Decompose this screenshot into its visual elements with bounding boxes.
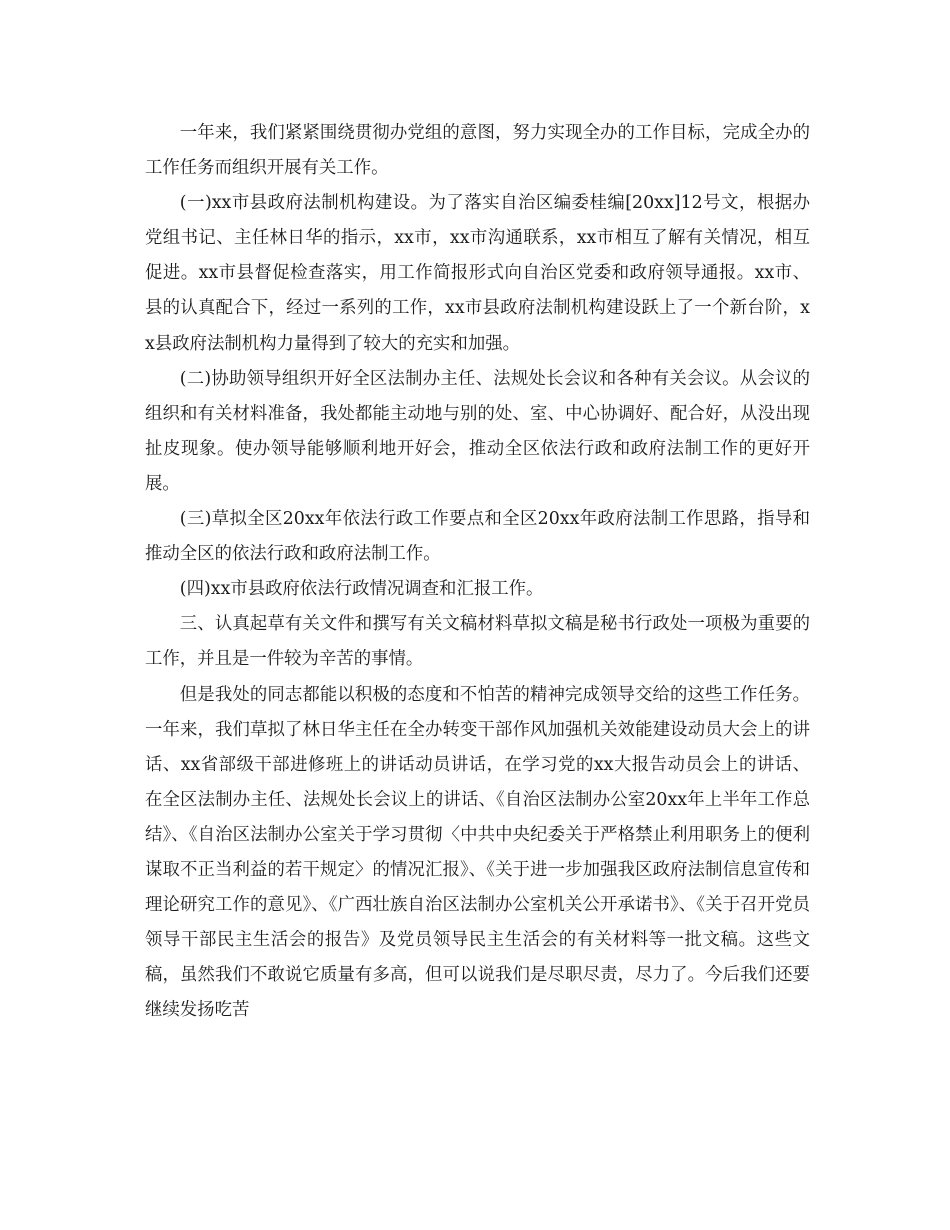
paragraph-section-3: 三、认真起草有关文件和撰写有关文稿材料草拟文稿是秘书行政处一项极为重要的工作，并且是一件较为辛苦的事情。	[145, 614, 810, 670]
paragraph-item-3: (三)草拟全区20xx年依法行政工作要点和全区20xx年政府法制工作思路，指导和推动全区的依法行政和政府法制工作。	[145, 509, 810, 565]
paragraph-item-4: (四)xx市县政府依法行政情况调查和汇报工作。	[179, 579, 544, 600]
paragraph-section-3-detail: 但是我处的同志都能以积极的态度和不怕苦的精神完成领导交给的这些工作任务。一年来，我们草拟了林日华主任在全办转变干部作风加强机关效能建设动员大会上的讲话、xx省部级干部进修班上的讲话动员讲话，在学习党的xx大报告动员会上的讲话、在全区法制办主任、法规处长会议上的讲话、《自治区法制办公室20xx年上半年工作总结》、《自治区法制办公室关于学习贯彻〈中共中央纪委关于严格禁止利用职务上的便利谋取不正当利益的若干规定〉的情况汇报》、《关于进一步加强我区政府法制信息宣传和理论研究工作的意见》、《广西壮族自治区法制办公室机关公开承诺书》、《关于召开党员领导干部民主生活会的报告》及党员领导民主生活会的有关材料等一批文稿。这些文稿，虽然我们不敢说它质量有多高，但可以说我们是尽职尽责，尽力了。今后我们还要继续发扬吃苦	[145, 684, 810, 1021]
paragraph-intro: 一年来，我们紧紧围绕贯彻办党组的意图，努力实现全办的工作目标，完成全办的工作任务而组织开展有关工作。	[145, 123, 810, 179]
paragraph-item-2: (二)协助领导组织开好全区法制办主任、法规处长会议和各种有关会议。从会议的组织和有关材料准备，我处都能主动地与别的处、室、中心协调好、配合好，从没出现扯皮现象。使办领导能够顺利地开好会，推动全区依法行政和政府法制工作的更好开展。	[145, 368, 810, 494]
paragraph-item-1: (一)xx市县政府法制机构建设。为了落实自治区编委桂编[20xx]12号文，根据办党组书记、主任林日华的指示，xx市，xx市沟通联系，xx市相互了解有关情况，相互促进。xx市县督促检查落实，用工作简报形式向自治区党委和政府领导通报。xx市、县的认真配合下，经过一系列的工作，xx市县政府法制机构建设跃上了一个新台阶，xx县政府法制机构力量得到了较大的充实和加强。	[145, 193, 810, 354]
document-body	[145, 116, 810, 1028]
